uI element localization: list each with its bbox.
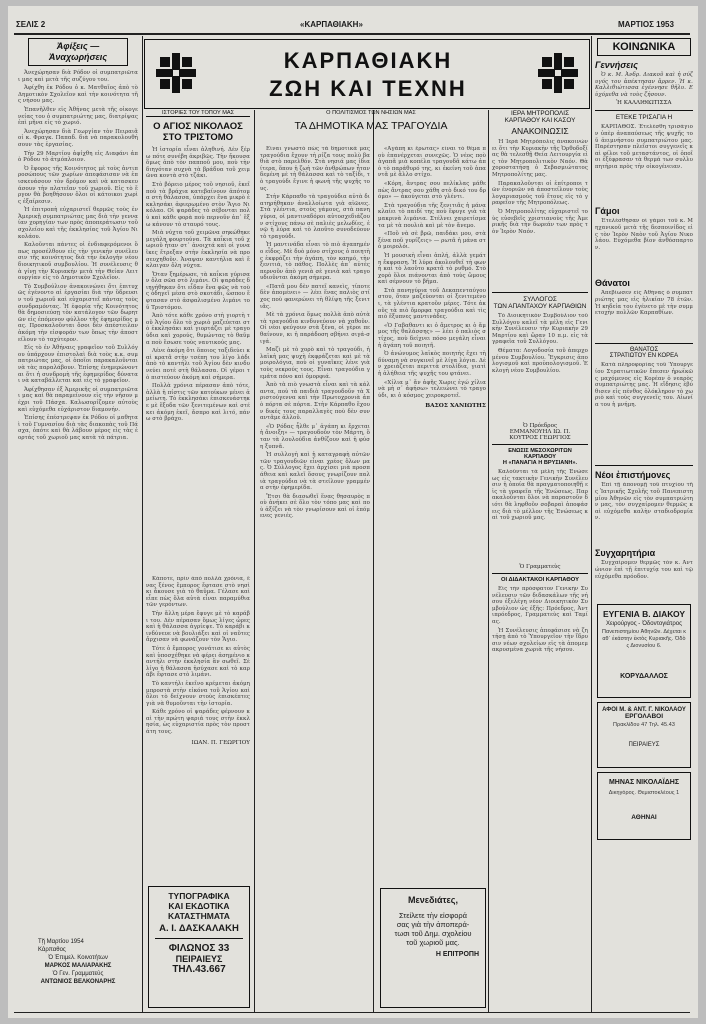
association-body: Τὸ Διοικητικὸν Συμβούλιον τοῦ Συλλόγου καλεῖ τὰ μέλη εἰς Γενικὴν Συνέλευσιν τὴν Κυριακὴν 29 Μαρτίου καὶ ὥραν 10 π.μ. εἰς τὰ γραφεῖα τοῦ Συλλόγου. Θέματα: Λογοδοσία τοῦ ἀπερχομένου Συμβουλίου. Ἔγκρισις ἀπολογισμοῦ καὶ προϋπολογισμοῦ. Ἐκλογὴ νέου Συμβουλίου. <box>492 313 588 374</box>
social-banner-box <box>597 38 691 56</box>
left-signoff <box>18 938 138 986</box>
metropolis-title-1: ΙΕΡΑ ΜΗΤΡΟΠΟΛΙΣ <box>510 110 570 117</box>
doctor-body: Πανεπιστημίου Ἀθηνῶν. Δέχεται καθ᾽ ἑκάστην ἐκτὸς Κυριακῆς. Ὁδὸς Διονυσίου 6. <box>602 629 686 649</box>
union-title-2: Η «ΠΑΝΑΓΙΑ Η ΒΡΥΣΙΑΝΗ». <box>502 460 578 466</box>
page-number: ΣΕΛΙΣ 2 <box>16 20 46 29</box>
demotika-text-b: «Ἀγάπη κι ἔρωτας» εἶναι τὸ θέμα ποὺ ἐπανέρχεται συνεχῶς. Ὁ νέος ποὺ ἀγαπᾶ μιὰ κοπέλα τραγουδᾶ κάτω ἀπὸ τὸ παράθυρό της, κι ἐκείνη τοῦ ἀπαντᾶ μὲ ἄλλο στίχο. «Κόρη, ἄντρας σου πελίκλας μάθε πὼς ἄντρας σου χάθη στὸ δικό του δρόμο» — ἀκούγεται στὸ γλέντι. Στὰ τραγούδια τῆς ξενιτιᾶς ἡ μάνα κλαίει τὸ παιδί της ποὺ ἔφυγε γιὰ τὰ μακρινὰ λιμάνια. Στέλνει χαιρετίσματα μὲ τὰ πουλιὰ καὶ μὲ τὸν ἄνεμο. «Ποῦ νὰ σὲ βρῶ, παιδάκι μου, στὰ ξένα ποῦ γυρίζεις» — ρωτᾶ ἡ μάνα στὸ μοιρολόι. Ἡ μουσικὴ εἶναι ἁπλή, ἀλλὰ γεμάτη ἔκφραση. Ἡ λύρα ἀκολουθεῖ τὴ φωνὴ καὶ τὸ λαοῦτο κρατᾶ τὸ ρυθμό. Στὸ χορὸ ὅλοι πιάνονται ἀπὸ τοὺς ὤμους καὶ σέρνουν τὸ βῆμα. Στὰ πανηγύρια τοῦ Δεκαπενταύγουστου, ὅταν μαζεύονται οἱ ξενιτεμένοι, τὰ γλέντια κρατοῦν μέρες. Τότε ἀκοῦς τὰ πιὸ ὄμορφα τραγούδια καὶ τὶς πιὸ ἔξυπνες μαντινάδες. «Ὁ Γαβαθαντι κι ὁ ἄμετρος κι ὁ ἄμμος τῆς θαλάσσης» — λέει ὁ παλιὸς στίχος, ποὺ δείχνει πόσο μεγάλη εἶναι ἡ ἀγάπη τοῦ ποιητῆ. Ὁ ἀνώνυμος λαϊκὸς ποιητὴς ἔχει τὴ δύναμη νὰ συγκινεῖ μὲ λίγα λόγια. Δὲν χρειάζεται περιττὰ στολίδια, γιατὶ ἡ ἀλήθεια τῆς ψυχῆς του φτάνει. «Χίλια μ᾽ ἄν ἀφῆς Χωρις ἐγώ χίλια νὰ μὴ σ᾽ ἀφήσω» τελειώνει τὸ τραγούδι, κι ὁ κόσμος χειροκροτεῖ. <box>378 146 486 399</box>
teachers-title: ΟΙ ΔΙΔΑΚΤΑΚΟΙ ΚΑΡΠΑΘΟΥ <box>501 577 579 583</box>
births-title: Γεννήσεις <box>595 60 638 70</box>
foot-rule <box>14 1012 690 1013</box>
association-sign-2: ΕΜΜΑΝΟΥΗΛ ΙΩ. Π. <box>509 429 571 435</box>
col-rule-3 <box>373 110 374 1012</box>
soldier-title-1: ΘΑΝΑΤΟΣ <box>629 347 659 354</box>
signoff-name-2: ΑΝΤΩΝΙΟΣ ΒΕΛΚΟΝΑΡΗΣ <box>40 979 116 985</box>
contractors-sub: ΕΡΓΟΛΑΒΟΙ <box>624 713 664 721</box>
printshop-line6: ΠΕΙΡΑΙΕΥΣ <box>175 954 223 964</box>
article-kicker: ΙΣΤΟΡΙΕΣ ΤΟΥ ΤΟΠΟΥ ΜΑΣ <box>146 110 250 117</box>
social-banner: ΚΟΙΝΩΝΙΚΑ <box>612 41 676 53</box>
deaths-title: Θάνατοι <box>595 278 630 289</box>
appeal-line-4: τωσι τοῦ Δημ. σχολείου <box>394 929 472 938</box>
weddings-body: Ἐτελέσθησαν οἱ γάμοι τοῦ κ. Μηχανικοῦ μετὰ τῆς δεσποινίδος εἰς τὸν Ἱερὸν Ναὸν τοῦ Ἁγίου Νικολάου. Εὐχόμεθα βίον ἀνθόσπαρτον. <box>595 218 693 251</box>
union-sign: Ὁ Γραμματεὺς <box>519 564 561 570</box>
metropolis-body: Ἡ Ἱερὰ Μητρόπολις ἀνακοινώνει ὅτι τὴν Κυριακὴν τῆς Ὀρθοδοξίας θὰ τελεσθῇ Θεία Λειτουργία εἰς τὸν Μητροπολιτικὸν Ναόν. Θὰ χοροστατήσῃ ὁ Σεβασμιώτατος Μητροπολίτης μας. Παρακαλοῦνται οἱ ἐπίτροποι τῶν ἐνοριῶν νὰ ἀποστείλουν τοὺς λογαριασμοὺς τοῦ ἔτους εἰς τὸ γραφεῖον τῆς Μητροπόλεως. Ὁ Μητροπολίτης εὐχαριστεῖ τοὺς εὐσεβεῖς χριστιανοὺς τῆς Ἀμερικῆς διὰ τὴν δωρεάν των πρὸς τὸν Ἱερὸν Ναόν. <box>492 139 588 235</box>
memorial-title: ΕΤΕΚΕ ΤΡΙΣΑΓΙΑ Η <box>615 114 673 122</box>
contractors-city: ΠΕΙΡΑΙΕΥΣ <box>628 742 660 749</box>
births-sign: Ἡ ΚΑΛΛΙΘΙΩΤΙΣΣΑ <box>616 100 672 107</box>
head-rule <box>14 33 690 35</box>
col-rule-2 <box>254 110 255 1012</box>
social-column <box>595 36 693 1012</box>
demotika-body-b <box>378 146 486 886</box>
demotika-kicker: Ο ΠΟΛΙΤΙΣΜΟΣ ΤΩΝ ΝΗΣΙΩΝ ΜΑΣ <box>326 110 416 116</box>
article-body-2: Κάποτε, πρὶν ἀπὸ πολλὰ χρόνια, ἕνας ξένος ἔμπορος ἔφτασε στὸ νησὶ κι ἄκουσε γιὰ τὸ θαῦμα. Γέλασε καὶ εἶπε πὼς ὅλα αὐτὰ εἶναι παραμύθια τῶν γερόντων. Τὴν ἄλλη μέρα ἔφυγε μὲ τὸ καράβι του. Δὲν πέρασαν ὅμως λίγες ὧρες καὶ ἡ θάλασσα ἀγρίεψε. Τὸ καράβι κινδύνευε νὰ βουλιάξει καὶ οἱ ναῦτες ἄρχισαν νὰ φωνάζουν τὸν Ἅγιο. Τότε ὁ ἔμπορος γονάτισε κι αὐτὸς καὶ ὑποσχέθηκε νὰ φέρει ἀσημένιο καντήλι στὴν ἐκκλησία ἂν σωθεῖ. Σὲ λίγο ἡ θάλασσα ἡσύχασε καὶ τὸ καράβι ἔφτασε στὸ λιμάνι. Τὸ καντήλι ἐκεῖνο κρέμεται ἀκόμη μπροστὰ στὴν εἰκόνα τοῦ Ἁγίου καὶ ὅλοι τὸ δείχνουν στοὺς ἐπισκέπτες γιὰ νὰ θυμοῦνται τὴν ἱστορία. Κάθε χρόνο οἱ ψαράδες φέρνουν καὶ τὴν πρώτη ψαριά τους στὴν ἐκκλησία, ὡς εὐχαριστία πρὸς τὸν προστάτη τους. <box>146 576 250 736</box>
col-rule-5 <box>591 36 592 1012</box>
doctor-ad <box>597 604 691 698</box>
appeal-box <box>380 888 486 1008</box>
col-rule-4 <box>488 110 489 1012</box>
metropolis-title-2: ΚΑΡΠΑΘΟΥ ΚΑΙ ΚΑΣΟΥ <box>504 117 576 124</box>
doctor-name: ΕΥΓΕΝΙΑ Β. ΔΙΑΚΟΥ <box>602 609 686 620</box>
scientists-title: Νέοι ἐπιστήμονες <box>595 470 671 481</box>
minas-body: Δικηγόρος. Θεμιστοκλέους 1 <box>608 790 680 797</box>
printshop-line3: ΚΑΤΑΣΤΗΜΑΤΑ <box>168 911 230 921</box>
doctor-title: Χειρούργος - Ὀδοντογιάτρος <box>605 621 683 628</box>
article-agios-continued <box>146 576 250 846</box>
signoff-label-1: Ὁ Ἐπιμελ. Κοινοτήτων <box>48 955 108 961</box>
newspaper-name: «ΚΑΡΠΑΘΙΑΚΗ» <box>300 20 363 29</box>
demotika-text-a: Εἶναι γνωστὸ πὼς τὰ δημοτικά μας τραγούδια ἔχουν τὴ ρίζα τους πολὺ βαθιὰ στὸ παρελθόν. Στὰ νησιά μας ἰδιαίτερα, ὅπου ἡ ζωὴ τῶν ἀνθρώπων ἦταν δεμένη μὲ τὴ θάλασσα καὶ τὸ ταξίδι, τὸ τραγούδι ἔγινε ἡ φωνὴ τῆς ψυχῆς τους. Στὴν Κάρπαθο τὰ τραγούδια αὐτὰ διατηρήθηκαν ἀναλλοίωτα γιὰ αἰῶνες. Στὰ γλέντια, στοὺς γάμους, στὰ πανηγύρια, οἱ μαντιναδόροι αὐτοσχεδιάζουν στίχους πάνω σὲ παλιὲς μελωδίες, ἐνῷ ἡ λύρα καὶ τὸ λαοῦτο συνοδεύουν τὸ τραγούδι. Ἡ μαντινάδα εἶναι τὸ πιὸ ἀγαπημένο εἶδος. Μὲ δυὸ μόνο στίχους ὁ ποιητὴς ἐκφράζει τὴν ἀγάπη, τὸν καημό, τὴν ξενιτιά, τὸ πάθος. Πολλὲς ἀπ᾽ αὐτὲς περνοῦν ἀπὸ γενιὰ σὲ γενιὰ καὶ τραγουδιοῦνται ἀκόμη σήμερα. «Πατᾶ μου δὲν πατεῖ κανεὶς, τίποτε δὲν ἀπομένει» — λέει ἕνας παλιὸς στίχος ποὺ φανερώνει τὴ θλίψη τῆς ξενιτιᾶς. Μὲ τὰ χρόνια ὅμως πολλὰ ἀπὸ αὐτὰ τὰ τραγούδια κινδυνεύουν νὰ χαθοῦν. Οἱ νέοι φεύγουν στὰ ξένα, οἱ γέροι πεθαίνουν, κι ἡ παράδοση σβήνει σιγά-σιγά. Μαζὶ μὲ τὸ χορὸ καὶ τὸ τραγούδι, ἡ λαϊκὴ μας ψυχὴ ἐκφράζεται καὶ μὲ τὰ μοιρολόγια, ποὺ οἱ γυναῖκες λένε γιὰ τοὺς νεκρούς τους. Εἶναι τραγούδια γεμάτα πόνο καὶ ὀμορφιά. Ἀπὸ τὰ πιὸ γνωστὰ εἶναι καὶ τὰ κάλαντα, ποὺ τὰ παιδιὰ τραγουδοῦν τὰ Χριστούγεννα καὶ τὴν Πρωτοχρονιὰ ἀπὸ πόρτα σὲ πόρτα. Στὴν Κάρπαθο ἔχουν δικές τους παραλλαγὲς ποὺ δὲν συναντᾶμε ἀλλοῦ. «Ὁ Ρόδας ἦλθε μ᾽ ἀγάπη κι ἔρχεται ἡ ἄνοιξη» — τραγουδοῦν τὸν Μάρτη, ὅταν τὰ λουλούδια ἀνθίζουν καὶ ἡ φύση ξυπνᾶ. Ἡ συλλογὴ καὶ ἡ καταγραφὴ αὐτῶν τῶν τραγουδιῶν εἶναι χρέος ὅλων μας. Ὁ Σύλλογος ἔχει ἀρχίσει μιὰ προσπάθεια καὶ καλεῖ ὅσους γνωρίζουν παλιὰ τραγούδια νὰ τὰ στείλουν γραμμένα στὴν ἐφημερίδα. Ἔτσι θὰ διασωθεῖ ἕνας θησαυρὸς ποὺ ἀνήκει σὲ ὅλο τὸν τόπο μας καὶ ποὺ ἀξίζει νὰ τὸν γνωρίσουν καὶ οἱ ἑπόμενες γενιές. <box>260 146 370 520</box>
demotika-byline: ΒΑΣΟΣ ΧΑΝΙΩΤΗΣ <box>425 403 486 410</box>
contractors-ad <box>597 702 691 768</box>
arrivals-title: Ἀφίξεις — Ἀναχωρήσεις <box>48 41 108 62</box>
signoff-date: Τῇ Μαρτίου 1954 <box>38 939 84 945</box>
signoff-label-2: Ὁ Γεν. Γραμματεύς <box>52 971 104 977</box>
printshop-ad <box>148 886 250 1008</box>
appeal-line-2: Στείλετε τὴν εἰσφορά <box>399 911 467 920</box>
arrivals-body: Ἀνεχώρησαν διὰ Ρόδον οἱ συμπατριῶται μας καὶ μετὰ τῆς συζύγου του. Ἀφίχθη ἐκ Ρόδου ὁ κ. Ματθαῖος ἀπὸ τὸ Δημοτικὸν Σχολεῖον καὶ τὴν κοινότητα τῆς νήσου μας. Ἐπανῆλθεν εἰς Ἀθήνας μετὰ τῆς οἰκογενείας του ὁ συμπατριώτης μας, διατρίψας ἐπὶ μῆνα εἰς τὸ χωριό. Ἀνεχώρησαν διὰ Γεωργίαν τὸν Πειραιᾶ οἱ κ. Φραγκ. Παπαδ. διὰ νὰ παρακολουθήσουν τὰς ἐργασίας. Τὴν 29 Μαρτίου ἀφίχθη εἰς Διαφάνι ἀπὸ Ρόδου τὸ ἀτμόπλοιον. Ὁ ἔφορος τῆς Κοινότητος μὲ τοὺς ἀντιπροσώπους τῶν χωρίων ἀπεφάσισαν νὰ ἐπισκευάσουν τὸν δρόμον καὶ νὰ κατασκευάσουν τὴν πλατεῖαν τοῦ χωριοῦ. Εἰς τὸ ἔργον θὰ βοηθήσουν ὅλοι οἱ κάτοικοι χωρὶς ἐξαίρεσιν. Ἡ ἐπιτροπὴ εὐχαριστεῖ θερμῶς τοὺς ἐν Ἀμερικῇ συμπατριώτας μας διὰ τὴν γενναίαν χορηγίαν των πρὸς ἀποπεράτωσιν τοῦ σχολείου καὶ τῆς ἐκκλησίας τοῦ Ἁγίου Νικολάου. Καλοῦνται πάντες οἱ ἐνδιαφερόμενοι ὅπως προσέλθουν εἰς τὴν γενικὴν συνέλευσιν τῆς κοινότητος διὰ τὴν ἐκλογὴν νέου διοικητικοῦ συμβουλίου. Ἡ συνέλευσις θὰ γίνῃ τὴν Κυριακήν μετὰ τὴν Θείαν Λειτουργίαν εἰς τὸ Δημοτικὸν Σχολεῖον. Τὸ Συμβούλιον ἀνακοινώνει ὅτι ἐπιτυχῶς ἐγένοντο αἱ ἐργασίαι διὰ τὴν ὕδρευσιν τοῦ χωριοῦ καὶ εὐχαριστεῖ πάντας τοὺς συνδραμόντας. Ἡ ἐφορία τῆς Κοινότητος θὰ δημοσιεύσῃ τὸν κατάλογον τῶν δωρητῶν εἰς ἑπόμενον φύλλον τῆς ἐφημερίδος μας. Προσκαλοῦνται ὅσοι δὲν ἀπέστειλαν ἀκόμη τὴν εἰσφοράν των ὅπως τὴν ἀποστείλουν τὸ ταχύτερον. Εἰς τὸ ἐν Ἀθήναις γραφεῖον τοῦ Συλλόγου ὑπάρχουν ἐπιστολαὶ διὰ τοὺς κ.κ. συμπατριώτας μας, οἱ ὁποῖοι παρακαλοῦνται νὰ τὰς παραλάβουν. Ἐπίσης ἐνημερώνονται ὅτι ἡ συνδρομὴ τῆς ἐφημερίδος δύναται νὰ καταβάλλεται καὶ εἰς τὸ γραφεῖον. Ἀφίχθησαν ἐξ Ἀμερικῆς οἱ συμπατριῶται μας καὶ θὰ παραμείνουν εἰς τὴν νῆσον μέχρι τοῦ Πάσχα. Καλωσορίζομεν αὐτοὺς καὶ εὐχόμεθα εὐχάριστον διαμονήν. Ἐπίσης ἐπέστρεψαν ἐκ Ρόδου οἱ μαθηταὶ τοῦ Γυμνασίου διὰ τὰς διακοπὰς τοῦ Πάσχα, ὁπότε καὶ θὰ λάβουν μέρος εἰς τὰς ἑορτάς τοῦ χωριοῦ μας κατὰ τὰ πάτρια. <box>18 70 138 441</box>
issue-date: ΜΑΡΤΙΟΣ 1953 <box>618 20 674 29</box>
right-emblem-icon <box>536 51 580 95</box>
article-demotika <box>257 110 485 140</box>
demotika-title: ΤΑ ΔΗΜΟΤΙΚΑ ΜΑΣ ΤΡΑΓΟΥΔΙΑ <box>294 120 448 132</box>
article-body: Ἡ ἱστορία εἶναι ἀληθινή. Δὲν ξέρω πότε συνέβη ἀκριβῶς. Τὴν ἤκουσα ὅμως ἀπὸ τὸν παπποῦ μου, ποὺ τὴν διηγόταν συχνὰ τὰ βράδυα τοῦ χειμῶνα κοντὰ στὸ τζάκι. Στὸ βόρειο μέρος τοῦ νησιοῦ, ἐκεῖ ποὺ τὰ βράχια κατεβαίνουν ἀπότομα στὴ θάλασσα, ὑπάρχει ἕνα μικρὸ ἐκκλησάκι ἀφιερωμένο στὸν Ἅγιο Νικόλαο. Οἱ ψαράδες τὸ σέβονται πολὺ καὶ κάθε φορὰ ποὺ περνοῦν ἀπ᾽ ἔξω κάνουν τὸ σταυρό τους. Μιὰ νύχτα τοῦ χειμῶνα σηκώθηκε μεγάλη φουρτούνα. Τὰ καΐκια τοῦ χωριοῦ ἦταν στ᾽ ἀνοιχτά καὶ οἱ γυναῖκες ἔτρεξαν στὴν ἐκκλησία νὰ προσευχηθοῦν. Ἀναψαν καντήλια καὶ ἔκλαιγαν ὅλη νύχτα. Ὅταν ξημέρωσε, τὰ καΐκια γύρισαν ὅλα σῶα στὸ λιμάνι. Οἱ ψαράδες διηγήθηκαν ὅτι εἶδαν ἕνα φῶς νὰ τοὺς ὁδηγεῖ μέσα στὸ σκοτάδι, ὥσπου ἔφτασαν στὸ ἀσφαλισμένο λιμάνι τοῦ Τριστόμου. Ἀπὸ τότε κάθε χρόνο στὴ γιορτὴ τοῦ Ἁγίου ὅλο τὸ χωριὸ μαζεύεται στὸ ἐκκλησάκι καὶ γιορτάζει μὲ τραγούδια καὶ χορούς, θυμώντας τὸ θαῦμα ποὺ ἔσωσε τοὺς ναυτικούς μας. Λένε ἀκόμη ὅτι ὅποιος ταξιδεύει καὶ κρατᾶ στὴν τσέπη του λίγο λάδι ἀπὸ τὸ καντήλι τοῦ Ἁγίου δὲν κινδυνεύει ποτὲ στὴ θάλασσα. Οἱ γέροι τὸ πιστεύουν ἀκόμη καὶ σήμερα. Πολλὰ χρόνια πέρασαν ἀπὸ τότε, ἀλλὰ ἡ πίστις τῶν κατοίκων μένει ἀμείωτη. Τὸ ἐκκλησάκι ἐπισκευάστηκε μὲ ἔξοδα τῶν ξενιτεμένων καὶ στέκει ἀκόμη ἐκεῖ, ἄσπρο καὶ λιτό, πάνω στὸ βράχο. <box>146 147 250 423</box>
article-title-1: Ο ΑΓΙΟΣ ΝΙΚΟΛΑΟΣ <box>153 121 243 132</box>
arrivals-title-box <box>28 38 128 66</box>
deaths-body: Ἀπεβίωσεν εἰς Ἀθήνας ὁ συμπατριώτης μας εἰς ἡλικίαν 78 ἐτῶν. Ἡ κηδεία του ἐγένετο μὲ τὴν συμμετοχὴν πολλῶν Καρπαθίων. <box>595 290 693 317</box>
minas-ad <box>597 772 691 840</box>
appeal-line-1: Μενεδιάτες, <box>407 895 458 905</box>
metropolis-notices <box>492 110 588 1010</box>
union-title-1: ΕΝΩΣΙΣ ΜΕΣΟΧΩΡΙΤΩΝ ΚΑΡΠΑΘΟΥ <box>508 448 572 460</box>
newspaper-page <box>8 6 698 1018</box>
masthead-title-2: ΖΩΗ ΚΑΙ ΤΕΧΝΗ <box>269 76 467 101</box>
soldier-body: Κατὰ πληροφορίας τοῦ Ὑπουργείου Στρατιωτικῶν ἔπεσεν ἡρωϊκῶς μαχόμενος εἰς Κορέαν ὁ νεαρὸς συμπατριώτης μας. Ἡ εἴδησις ἐβύθισεν εἰς πένθος ὁλόκληρον τὸ χωριὸ καὶ τοὺς συγγενεῖς του. Αἰωνία του ἡ μνήμη. <box>595 362 693 408</box>
signoff-place: Κάρπαθος <box>38 947 66 953</box>
masthead-title-1: ΚΑΡΠΑΘΙΑΚΗ <box>283 48 453 73</box>
scientists-body: Ἐπὶ τῇ ἀπονομῇ τοῦ πτυχίου τῆς Ἰατρικῆς Σχολῆς τοῦ Πανεπιστημίου Ἀθηνῶν εἰς τὸν συμπατριώτην μας, τὸν συγχαίρομεν θερμῶς καὶ εὐχόμεθα καλὴν σταδιοδρομίαν. <box>595 482 693 522</box>
article-title-2: ΣΤΟ ΤΡΙΣΤΟΜΟ <box>162 132 234 143</box>
association-title-1: ΣΥΛΛΟΓΟΣ <box>523 296 557 303</box>
births-body: Ὁ κ. Μ. Ἀνδρ. Διακοῦ καὶ ἡ σύζυγός του ἀπέκτησαν ἄρρεν. Ἡ κ. Καλλιθιώτισσα ἐγέννησε θῆλυ. Εὐχόμεθα νὰ τοὺς ζήσουν. <box>595 72 693 98</box>
metropolis-title-3: ΑΝΑΚΟΙΝΩΣΙΣ <box>511 126 569 136</box>
congrats-title: Συγχαρητήρια <box>595 548 656 559</box>
demotika-body-a <box>260 146 370 1006</box>
soldier-title-2: ΣΤΡΑΤΙΩΤΟΥ ΕΝ ΚΟΡΕΑ <box>609 353 679 360</box>
association-sign-1: Ὁ Πρόεδρος <box>522 423 558 429</box>
printshop-line1: ΤΥΠΟΓΡΑΦΙΚΑ <box>168 891 230 901</box>
printshop-line5: ΦΙΛΩΝΟΣ 33 <box>168 943 230 954</box>
printshop-line2: ΚΑΙ ΕΚΔΟΤΙΚΑ <box>168 901 230 911</box>
contractors-body: Πρακλίδου 47 Τηλ. 45.43 <box>613 722 675 729</box>
left-column <box>18 38 138 1008</box>
appeal-line-6: Η ΕΠΙΤΡΟΠΗ <box>435 951 479 958</box>
minas-name: ΜΗΝΑΣ ΝΙΚΟΛΑΪΔΗΣ <box>608 779 680 787</box>
printshop-line7: ΤΗΛ.43.667 <box>172 964 226 975</box>
association-sign-3: ΚΟΥΤΡΟΣ ΓΕΩΡΓΙΟΣ <box>509 435 571 441</box>
article-agios-nikolaos <box>146 110 250 570</box>
memorial-body: ΚΑΡΠΑΘΟΣ. Ἐτελέσθη τρισάγιον ὑπὲρ ἀναπαύσεως τῆς ψυχῆς τοῦ ἀειμνήστου συμπατριώτου μας. Παρέστησαν πλεῖστοι συγγενεῖς καὶ φίλοι τοῦ μεταστάντος, οἱ ὁποῖοι ἐξέφρασαν τὰ θερμά των συλλυπητήρια πρὸς τὴν οἰκογένειαν. <box>595 124 693 170</box>
article-byline: ΙΩΑΝ. Π. ΓΕΩΡΓΙΟΥ <box>191 739 250 746</box>
printshop-line4: Α. Ι. ΔΑΣΚΑΛΑΚΗ <box>159 923 239 934</box>
congrats-body: Συγχαίρομεν θερμῶς τὸν κ. Ἀντώνιον ἐπὶ τῇ ἐπιτυχίᾳ του καὶ τῷ εὐχόμεθα πρόοδον. <box>595 560 693 580</box>
left-emblem-icon <box>154 51 198 95</box>
appeal-line-3: σας γιὰ τὴν ἀποπερά- <box>396 920 470 929</box>
signoff-name-1: ΜΑΡΚΟΣ ΜΑΛΙΑΡΑΚΗΣ <box>44 963 112 969</box>
union-body: Καλοῦνται τὰ μέλη τῆς Ἑνώσεως εἰς τακτικὴν Γενικὴν Συνέλευσιν ἡ ὁποία θὰ πραγματοποιηθῇ εἰς τὰ γραφεῖα τῆς Ἑνώσεως. Παρακαλοῦνται ὅλοι νὰ παραστοῦν διότι θὰ ληφθοῦν σοβαραὶ ἀποφάσεις διὰ τὸ μέλλον τῆς Ἑνώσεως καὶ τοῦ χωριοῦ μας. <box>492 469 588 522</box>
weddings-title: Γάμοι <box>595 206 620 217</box>
minas-city: ΑΘΗΝΑΙ <box>631 814 657 822</box>
doctor-address: ΚΟΡΥΔΑΛΛΟΣ <box>620 673 668 681</box>
contractors-name: ΑΦΟΙ Μ. & ΑΝΤ. Γ. ΝΙΚΟΛΑΟΥ <box>602 707 686 714</box>
teachers-body: Εἰς τὴν πρόσφατον Γενικὴν Συνέλευσιν τῶν διδασκάλων τῆς νήσου ἐξελέγη νέον Διοικητικὸν Συμβούλιον ὡς ἑξῆς: Πρόεδρος, Ἀντιπρόεδρος, Γραμματεὺς καὶ Ταμίας. Ἡ Συνέλευσις ἀπεφάσισε νὰ ζητήσῃ ἀπὸ τὸ Ὑπουργεῖον τὴν ἵδρυσιν νέων σχολείων εἰς τὰ ἀπομεμακρυσμένα χωριὰ τῆς νήσου. <box>492 586 588 654</box>
col-rule-1 <box>142 36 143 1012</box>
appeal-line-5: τοῦ χωριοῦ μας. <box>406 938 460 947</box>
association-title-2: ΤΩΝ ΑΠΑΝΤΑΧΟΥ ΚΑΡΠΑΘΙΩΝ <box>493 303 587 310</box>
